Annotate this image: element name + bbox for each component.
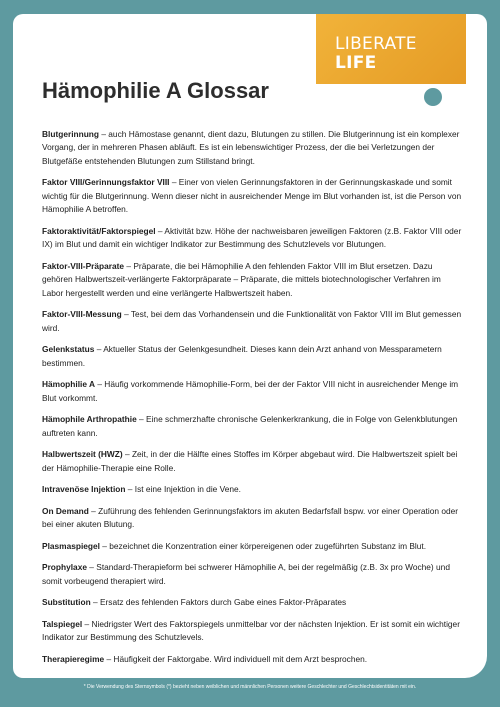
glossary-term: Intravenöse Injektion xyxy=(42,484,126,495)
glossary-entry xyxy=(42,596,464,609)
glossary-term: Prophylaxe xyxy=(42,562,87,573)
glossary-definition: – Zeit, in der die Hälfte eines Stoffes im Körper abgebaut wird. Die Halbwertszeit spielt bei der Hämophilie-Therapie eine Rolle. xyxy=(42,449,458,473)
glossary-definition: – Häufigkeit der Faktorgabe. Wird individuell mit dem Arzt besprochen. xyxy=(104,654,368,664)
glossary-entry xyxy=(42,413,464,440)
glossary-entry xyxy=(42,483,464,496)
glossary-definition: – Niedrigster Wert des Faktorspiegels unmittelbar vor der nächsten Injektion. Er ist somit ein wichtiger Indikator zur Bestimmung des Schutzlevels. xyxy=(42,619,460,643)
glossary-entry xyxy=(42,540,464,553)
glossary-entry xyxy=(42,618,464,645)
glossary-definition: – Zuführung des fehlenden Gerinnungsfaktors im akuten Bedarfsfall bspw. vor einer Operation oder bei einer akuten Blutung. xyxy=(42,505,459,530)
glossary-term: Faktor VIII/Gerinnungsfaktor VIII xyxy=(42,177,170,188)
glossary-definition: – Aktueller Status der Gelenkgesundheit. Dieses kann dein Arzt anhand von Messparametern bestimmen. xyxy=(42,344,442,368)
glossary-entry xyxy=(42,561,464,588)
glossary-term: Hämophile Arthropathie xyxy=(42,414,137,425)
glossary-definition: – Präparate, die bei Hämophilie A den fehlenden Faktor VIII im Blut ersetzen. Dazu gehören Halbwertszeit-verlängerte Faktorpräparate – Präparate, die mittels biotechnologischer Verfahren im Labor hergestellt werden und eine verlängerte Halbwertszeit haben. xyxy=(42,260,441,298)
glossary-entry xyxy=(42,128,464,168)
glossary-definition: – Eine schmerzhafte chronische Gelenkerkrankung, die in Folge von Gelenkblutungen auftreten kann. xyxy=(42,414,458,438)
glossary-term: Therapieregime xyxy=(42,654,105,664)
glossary-term: Hämophilie A xyxy=(42,379,96,390)
glossary-term: Gelenkstatus xyxy=(42,344,95,355)
decorative-dot xyxy=(424,88,442,106)
glossary-term: Faktor-VIII-Präparate xyxy=(42,260,125,271)
logo-line-2: LIFE xyxy=(335,53,377,73)
glossary-entry xyxy=(42,225,464,252)
footnote: * Die Verwendung des Sternsymbols (*) bezieht neben weiblichen und männlichen Personen weitere Geschlechter und Geschlechtsidentitäten mit ein. xyxy=(83,684,417,690)
glossary-entry xyxy=(42,176,464,216)
glossary-term: Blutgerinnung xyxy=(42,129,100,139)
glossary-entry xyxy=(42,308,464,335)
glossary-term: Faktor-VIII-Messung xyxy=(42,309,122,320)
glossary-term: On Demand xyxy=(42,505,89,516)
glossary-definition: – bezeichnet die Konzentration einer körpereigenen oder zugeführten Substanz im Blut. xyxy=(99,540,427,551)
logo-line-1: LIBERATE xyxy=(335,34,417,54)
glossary-definition: – Aktivität bzw. Höhe der nachweisbaren jeweiligen Faktoren (z.B. Faktor VIII oder IX) im Blut und damit ein wichtiger Indikator zur Bestimmung des Schutzlevels vor Blutungen. xyxy=(42,225,462,250)
glossary-entry xyxy=(42,448,464,475)
liberate-life-logo xyxy=(316,14,466,84)
glossary-term: Faktoraktivität/Faktorspiegel xyxy=(42,225,156,236)
glossary-definition: – Test, bei dem das Vorhandensein und die Funktionalität von Faktor VIII im Blut gemessen wird. xyxy=(42,309,462,333)
glossary-entry xyxy=(42,343,464,370)
glossary-entry xyxy=(42,653,464,666)
glossary-definition: – Einer von vielen Gerinnungsfaktoren in der Gerinnungskaskade und somit wichtig für die Blutgerinnung. Wenn dieser nicht in ausreichender Menge im Blut vorhanden ist, ist die Person von Hämophilie A betroffen. xyxy=(42,177,462,215)
glossary-definition: – Häufig vorkommende Hämophilie-Form, bei der der Faktor VIII nicht in ausreichender Menge im Blut vorkommt. xyxy=(42,379,459,403)
glossary-definition: – Ersatz des fehlenden Faktors durch Gabe eines Faktor-Präparates xyxy=(90,597,347,608)
glossary-definition: – Ist eine Injektion in die Vene. xyxy=(125,484,241,495)
glossary-list xyxy=(42,128,464,675)
glossary-definition: – Standard-Therapieform bei schwerer Hämophilie A, bei der regelmäßig (z.B. 3x pro Woche) und somit vorbeugend therapiert wird. xyxy=(42,562,450,586)
glossary-entry xyxy=(42,260,464,300)
glossary-term: Halbwertszeit (HWZ) xyxy=(42,449,123,460)
glossary-definition: – auch Hämostase genannt, dient dazu, Blutungen zu stillen. Die Blutgerinnung ist ein komplexer Vorgang, der in mehreren Phasen abläuft. Es ist ein lebenswichtiger Prozess, der die bei Verletzungen der Blutgefäße entstehenden Blutungen zum Stillstand bringt. xyxy=(42,129,460,166)
glossary-entry xyxy=(42,505,464,532)
glossary-term: Talspiegel xyxy=(42,619,83,629)
glossary-term: Plasmaspiegel xyxy=(42,540,100,551)
glossary-entry xyxy=(42,378,464,405)
page-title: Hämophilie A Glossar xyxy=(42,78,269,103)
glossary-term: Substitution xyxy=(42,597,91,608)
